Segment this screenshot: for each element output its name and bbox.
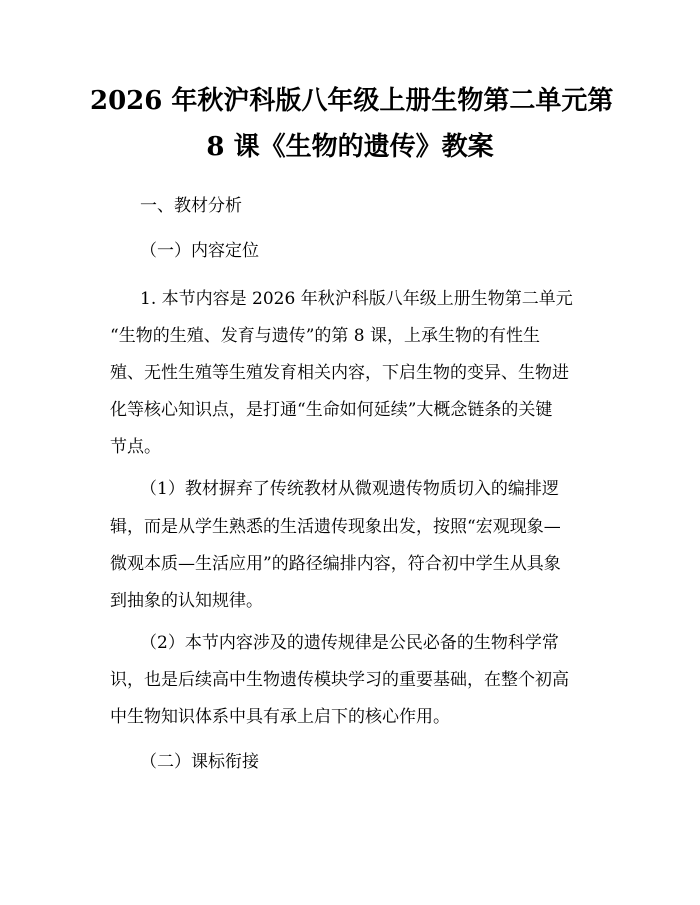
document-title-line-2: 8 课《生物的遗传》教案 — [206, 132, 494, 162]
paragraph-1-line-3: 殖、无性生殖等生殖发育相关内容，下启生物的变异、生物进 — [110, 363, 569, 383]
section-heading-textbook-analysis: 一、教材分析 — [140, 196, 242, 216]
paragraph-1-line-5: 节点。 — [110, 437, 161, 457]
paragraph-1-line-4: 化等核心知识点，是打通“生命如何延续”大概念链条的关键 — [110, 400, 553, 420]
paragraph-2-line-3: 微观本质—生活应用”的路径编排内容，符合初中学生从具象 — [110, 554, 561, 574]
paragraph-3-line-2: 识，也是后续高中生物遗传模块学习的重要基础，在整个初高 — [110, 670, 569, 690]
paragraph-2-line-1: （1）教材摒弃了传统教材从微观遗传物质切入的编排逻 — [140, 479, 559, 499]
document-title-line-1: 2026 年秋沪科版八年级上册生物第二单元第 — [90, 86, 614, 116]
paragraph-3-line-3: 中生物知识体系中具有承上启下的核心作用。 — [110, 707, 450, 727]
paragraph-3-line-1: （2）本节内容涉及的遗传规律是公民必备的生物科学常 — [140, 633, 559, 653]
paragraph-1-line-1: 1. 本节内容是 2026 年秋沪科版八年级上册生物第二单元 — [140, 289, 573, 309]
paragraph-1-line-2: “生物的生殖、发育与遗传”的第 8 课，上承生物的有性生 — [110, 326, 541, 346]
paragraph-2-line-4: 到抽象的认知规律。 — [110, 591, 263, 611]
subsection-heading-curriculum-alignment: （二）课标衔接 — [140, 752, 259, 772]
subsection-heading-content-positioning: （一）内容定位 — [140, 241, 259, 261]
paragraph-2-line-2: 辑，而是从学生熟悉的生活遗传现象出发，按照“宏观现象— — [110, 517, 561, 537]
